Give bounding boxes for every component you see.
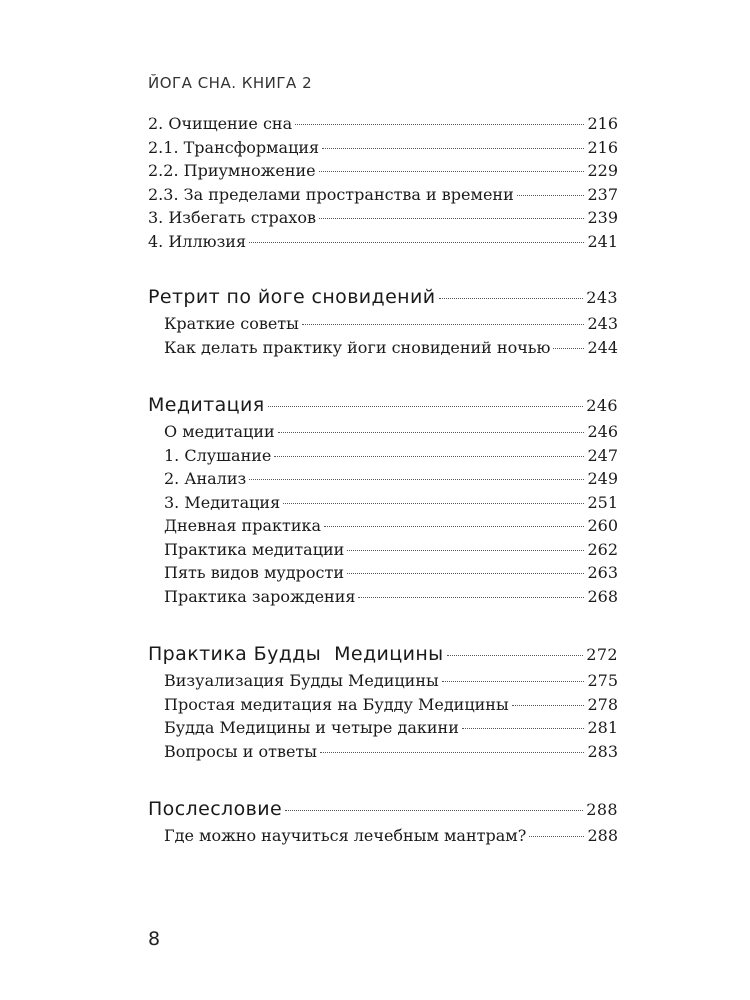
- toc-chapter-page: 246: [586, 396, 618, 415]
- toc-chapter-title: Ретрит по йоге сновидений: [148, 286, 436, 308]
- toc-entry[interactable]: [148, 159, 618, 183]
- toc-entry-page: 283: [587, 741, 618, 761]
- toc-entry[interactable]: [148, 716, 618, 740]
- toc-entry[interactable]: [148, 444, 618, 468]
- toc-entry[interactable]: [148, 183, 618, 207]
- dot-leader: [347, 550, 584, 551]
- toc-entry-title: 1. Слушание: [164, 445, 272, 465]
- dot-leader: [320, 752, 584, 753]
- toc-entry-title: Вопросы и ответы: [164, 741, 318, 761]
- toc-section-medicine-buddha: [148, 640, 618, 763]
- toc-entry-title: Практика зарождения: [164, 586, 356, 606]
- dot-leader: [442, 681, 585, 682]
- toc-entry-page: 216: [587, 114, 618, 133]
- toc-entry-title: 2.2. Приумножение: [148, 161, 316, 180]
- toc-entry-page: 247: [587, 445, 618, 465]
- toc-entry-title: Будда Медицины и четыре дакини: [164, 718, 459, 737]
- dot-leader: [295, 124, 584, 125]
- toc-entry-title: Дневная практика: [164, 516, 322, 535]
- toc-chapter-title: Послесловие: [148, 798, 283, 820]
- toc-entry-page: 275: [587, 671, 618, 690]
- dot-leader: [319, 218, 584, 219]
- toc-entry-title: Визуализация Будды Медицины: [164, 671, 439, 690]
- dot-leader: [285, 810, 583, 811]
- toc-entry-title: О медитации: [164, 422, 275, 441]
- toc-entry-title: Краткие советы: [164, 314, 299, 333]
- toc-entry-title: 2. Очищение сна: [148, 114, 293, 133]
- toc-section-dream-purification: [148, 112, 618, 253]
- dot-leader: [529, 836, 584, 837]
- dot-leader: [358, 597, 584, 598]
- toc-entry-page: 268: [587, 586, 618, 606]
- toc-chapter-page: 288: [586, 800, 618, 819]
- toc-chapter-title: Практика Будды Медицины: [148, 643, 444, 665]
- toc-entry[interactable]: [148, 561, 618, 585]
- toc-entry[interactable]: [148, 336, 618, 360]
- dot-leader: [462, 728, 585, 729]
- toc-entry[interactable]: [148, 514, 618, 538]
- toc-entry-page: 260: [587, 516, 618, 535]
- table-of-contents: [148, 112, 618, 880]
- dot-leader: [283, 503, 584, 504]
- dot-leader: [249, 479, 584, 480]
- toc-entry[interactable]: [148, 585, 618, 609]
- toc-entry-page: 246: [587, 422, 618, 441]
- dot-leader: [322, 148, 584, 149]
- toc-entry-title: 4. Иллюзия: [148, 231, 247, 251]
- dot-leader: [324, 526, 584, 527]
- toc-entry[interactable]: [148, 824, 618, 848]
- toc-section-meditation: [148, 391, 618, 608]
- toc-entry-page: 288: [587, 826, 618, 845]
- toc-entry[interactable]: [148, 538, 618, 562]
- dot-leader: [268, 406, 584, 407]
- toc-entry-page: 263: [587, 563, 618, 582]
- toc-chapter-page: 272: [586, 645, 618, 664]
- toc-chapter-heading[interactable]: [148, 283, 618, 312]
- toc-entry-page: 216: [587, 137, 618, 157]
- toc-entry-page: 251: [587, 492, 618, 512]
- toc-entry[interactable]: [148, 312, 618, 336]
- toc-entry-title: Пять видов мудрости: [164, 563, 345, 582]
- toc-entry-page: 239: [587, 208, 618, 227]
- dot-leader: [447, 655, 584, 656]
- toc-entry[interactable]: [148, 491, 618, 515]
- toc-entry-title: Простая медитация на Будду Медицины: [164, 694, 509, 714]
- toc-entry-page: 243: [587, 314, 618, 333]
- dot-leader: [302, 324, 585, 325]
- toc-chapter-heading[interactable]: [148, 640, 618, 669]
- toc-entry-page: 278: [587, 694, 618, 714]
- running-header: ЙОГА СНА. КНИГА 2: [148, 74, 313, 92]
- toc-entry-title: Практика медитации: [164, 539, 345, 559]
- toc-entry-title: 2.3. За пределами пространства и времени: [148, 184, 514, 204]
- toc-chapter-heading[interactable]: [148, 391, 618, 420]
- toc-entry-title: Как делать практику йоги сновидений ночью: [164, 337, 551, 357]
- toc-entry-page: 244: [587, 337, 618, 357]
- toc-entry[interactable]: [148, 693, 618, 717]
- toc-section-dream-yoga-retreat: [148, 283, 618, 359]
- dot-leader: [347, 573, 584, 574]
- toc-entry[interactable]: [148, 206, 618, 230]
- toc-entry[interactable]: [148, 230, 618, 254]
- toc-chapter-page: 243: [586, 288, 618, 307]
- toc-chapter-heading[interactable]: [148, 795, 618, 824]
- toc-entry-page: 262: [587, 539, 618, 559]
- toc-entry-title: 3. Избегать страхов: [148, 208, 316, 227]
- toc-entry[interactable]: [148, 669, 618, 693]
- dot-leader: [553, 348, 584, 349]
- toc-entry-page: 241: [587, 231, 618, 251]
- dot-leader: [319, 171, 585, 172]
- toc-entry[interactable]: [148, 740, 618, 764]
- toc-entry-page: 249: [587, 469, 618, 488]
- toc-entry-page: 229: [587, 161, 618, 180]
- toc-entry[interactable]: [148, 112, 618, 136]
- dot-leader: [274, 456, 584, 457]
- toc-section-afterword: [148, 795, 618, 848]
- dot-leader: [439, 298, 584, 299]
- dot-leader: [249, 242, 584, 243]
- dot-leader: [517, 195, 585, 196]
- toc-entry-title: 2. Анализ: [164, 469, 247, 488]
- page-number: 8: [148, 928, 161, 950]
- toc-entry-page: 237: [587, 184, 618, 204]
- toc-entry[interactable]: [148, 420, 618, 444]
- toc-entry-title: 3. Медитация: [164, 492, 281, 512]
- toc-entry[interactable]: [148, 136, 618, 160]
- toc-entry-title: 2.1. Трансформация: [148, 137, 320, 157]
- toc-entry-title: Где можно научиться лечебным мантрам?: [164, 826, 527, 845]
- toc-chapter-title: Медитация: [148, 394, 265, 416]
- toc-entry-page: 281: [587, 718, 618, 737]
- dot-leader: [512, 705, 585, 706]
- toc-entry[interactable]: [148, 467, 618, 491]
- dot-leader: [278, 432, 585, 433]
